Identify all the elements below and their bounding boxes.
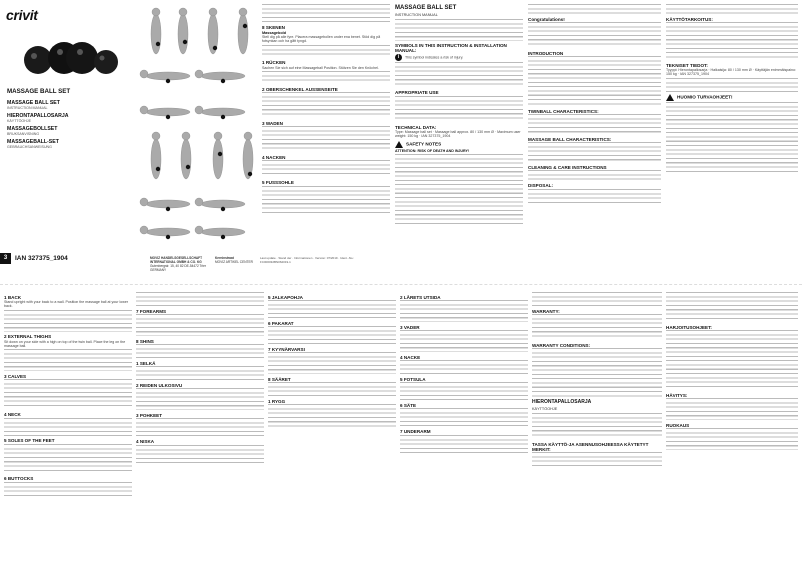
text-column-2 [395, 4, 523, 252]
lang-block-de [7, 140, 59, 150]
text-column-4 [666, 4, 798, 252]
distributor-sub: MOVIZ ARTIKEL CENTER [215, 259, 253, 264]
fi-title: HIERONTAPALLOSARJA [532, 399, 592, 406]
tech-data: Tyyppi: Hierontapallosarja · Halkaisija: 80 / 130 mm Ø · Käyttäjän enimmäispaino: 150 kg · IAN 327375_1904 [666, 68, 797, 77]
text-column-3 [528, 4, 661, 252]
section-heading: 1 BACK [4, 294, 22, 300]
section-heading: TWINBALL CHARACTERISTICS: [528, 108, 599, 114]
section-heading: 3 WADEN [262, 120, 283, 126]
section-heading: INTRODUCTION [528, 50, 564, 56]
section-heading: 2 LÅRETS UTSIDA [400, 294, 441, 300]
section-heading: 5 SOLES OF THE FEET [4, 438, 55, 444]
section-heading: 5 JALKAPOHJA [268, 294, 303, 300]
section-heading: 5 FUSSSOHLE [262, 179, 294, 185]
bottom-column-3 [268, 292, 396, 564]
version-info: Last update · Stand der · Informationen · Version: 07/2019 · Ident.-No.: FC000032BN062019-1 [260, 256, 355, 264]
info-line [395, 54, 523, 61]
section-heading: 1 SELKÄ [136, 360, 156, 366]
body-text: Stell dig på alle fyre. Placera massagebollen under ena benet. Stöd dig på fotsynkan och ha gått tyngd. [262, 35, 381, 44]
section-heading: 6 SÄTE [400, 402, 417, 408]
section-heading: MASSAGE BALL CHARACTERISTICS: [528, 136, 612, 142]
section-heading: APPROPRIATE USE [395, 90, 439, 96]
lang-subtitle: KÄYTTÖOHJE [7, 119, 31, 124]
section-heading: 3 VADER [400, 324, 420, 330]
brand-logo: crivit [6, 7, 38, 23]
section-heading: 2 EXTERNAL THIGHS [4, 334, 52, 340]
section-heading [666, 94, 798, 101]
section-heading: 5 FOTSULA [400, 376, 426, 382]
lang-title: MASSAGEBALL-SET [7, 139, 59, 145]
ian-code-text: IAN 327375_1904 [15, 255, 68, 262]
section-heading: RUOKAUS [666, 422, 690, 428]
section-heading: 2 REIDEN ULKOSIVU [136, 382, 183, 388]
section-heading: 6 PAKARAT [268, 320, 294, 326]
section-heading: 7 UNDERARM [400, 428, 431, 434]
warning-text: ATTENTION: RISK OF DEATH AND INJURY! [395, 148, 470, 153]
lang-title: MASSAGE BALL SET [7, 100, 60, 106]
info-icon: i [395, 54, 402, 61]
section-heading: 7 KYYNÄRVARSI [268, 346, 305, 352]
body-text: Sachen Sie sich auf eine Massageball Position. Stützen Sie den Knöchel. [262, 65, 379, 70]
body-text: Stand upright with your back to a wall. Position the massage ball at your lower back. [4, 300, 129, 309]
section-heading: Congratulations! [528, 16, 565, 22]
section-heading: 3 CALVES [4, 373, 27, 379]
section-heading [395, 141, 523, 148]
body-text: Sit down on your side with a high on top of the twin ball. Place the leg on the massage ball. [4, 339, 126, 349]
bottom-column-4 [400, 292, 528, 564]
section-heading: 4 NACKEN [262, 154, 286, 160]
section-heading: 1 RÜCKEN [262, 60, 286, 66]
ian-number-badge: 3 [0, 253, 11, 264]
section-heading: 7 FOREARMS [136, 308, 167, 314]
lang-block-en [7, 101, 60, 111]
distributor-name: Kerninstraat [215, 256, 234, 260]
section-heading: HARJOITUSOHJEET: [666, 324, 712, 330]
warning-icon [395, 141, 403, 148]
tech-data: Type: Massage ball set · Massage ball approx. 80 / 130 mm Ø · Maximum user weight: 150 kg · IAN 327375_1904 [395, 130, 521, 139]
warning-icon [666, 94, 674, 101]
fi-subtitle: KÄYTTÖOHJE [532, 406, 558, 411]
section-heading: 4 NECK [4, 411, 21, 417]
section-heading: 8 SÄÄRET [268, 376, 291, 382]
section-heading: DISPOSAL: [528, 182, 554, 188]
manual-title: MASSAGE BALL SET [395, 5, 457, 11]
info-text: This symbol indicates a risk of injury. [405, 55, 464, 60]
section-heading: 1 RYGG [268, 398, 286, 404]
lang-title: MASSAGEBOLLSET [7, 126, 58, 132]
bottom-column-5 [532, 292, 662, 564]
manual-subtitle: INSTRUCTION MANUAL [395, 12, 438, 17]
section-heading: 8 SKENEN [262, 24, 285, 30]
section-heading-text: HUOMIO TURVAOHJEET! [677, 95, 733, 100]
lang-subtitle: INSTRUCTION MANUAL [7, 106, 48, 111]
text-column-1 [262, 4, 390, 252]
lang-block-sv [7, 127, 57, 137]
section-heading-text: SAFETY NOTES [406, 141, 442, 147]
section-heading: SYMBOLS IN THIS INSTRUCTION & INSTALLATION MANUAL: [395, 43, 507, 54]
section-heading: TEKNISET TIEDOT: [666, 62, 708, 68]
bottom-column-1 [4, 292, 132, 564]
cover-title: MASSAGE BALL SET [7, 88, 71, 95]
massage-balls-image [20, 36, 120, 76]
fold-line [0, 284, 802, 285]
bottom-column-2 [136, 292, 264, 564]
section-heading: 3 POHKEET [136, 412, 163, 418]
section-heading: 2 OBERSCHENKEL AUSSENSEITE [262, 86, 338, 92]
company-address: Gutenbergstr. 15, 40 82 DE-54472 Trier GERMANY [150, 263, 206, 272]
section-heading: 4 NISKA [136, 438, 155, 444]
lang-subtitle: GEBRAUCHSANWEISUNG [7, 145, 52, 150]
section-heading: 8 SHINS [136, 338, 154, 344]
section-heading: WARRANTY CONDITIONS: [532, 342, 591, 348]
section-heading: HÄVITYS: [666, 392, 688, 398]
lang-block-fi [7, 114, 68, 124]
company-name: MOVIZ HANDELSGESELLSCHAFT INTERNATIONAL GMBH & CO. KG [150, 256, 203, 264]
bottom-column-6 [666, 292, 798, 564]
section-subheading: Massagebold [262, 30, 287, 35]
section-heading: 4 NACKE [400, 354, 421, 360]
section-heading: TECHNICAL DATA: [395, 124, 437, 130]
company-info [150, 257, 210, 273]
section-heading: TASSA KÄYTTÖ-JA ASENNUSOHJEESSA KÄYTETYT MERKIT: [532, 441, 649, 452]
distributor-info [215, 257, 253, 265]
section-heading: 6 BUTTOCKS [4, 476, 34, 482]
ian-code-bar [0, 253, 148, 264]
section-heading: KÄYTTÖTARKOITUS: [666, 16, 713, 22]
lang-subtitle: BRUKSANVISNING [7, 132, 40, 137]
section-heading: WARRANTY: [532, 308, 560, 314]
lang-title: HIERONTAPALLOSARJA [7, 113, 69, 119]
section-heading: CLEANING & CARE INSTRUCTIONS [528, 164, 607, 170]
